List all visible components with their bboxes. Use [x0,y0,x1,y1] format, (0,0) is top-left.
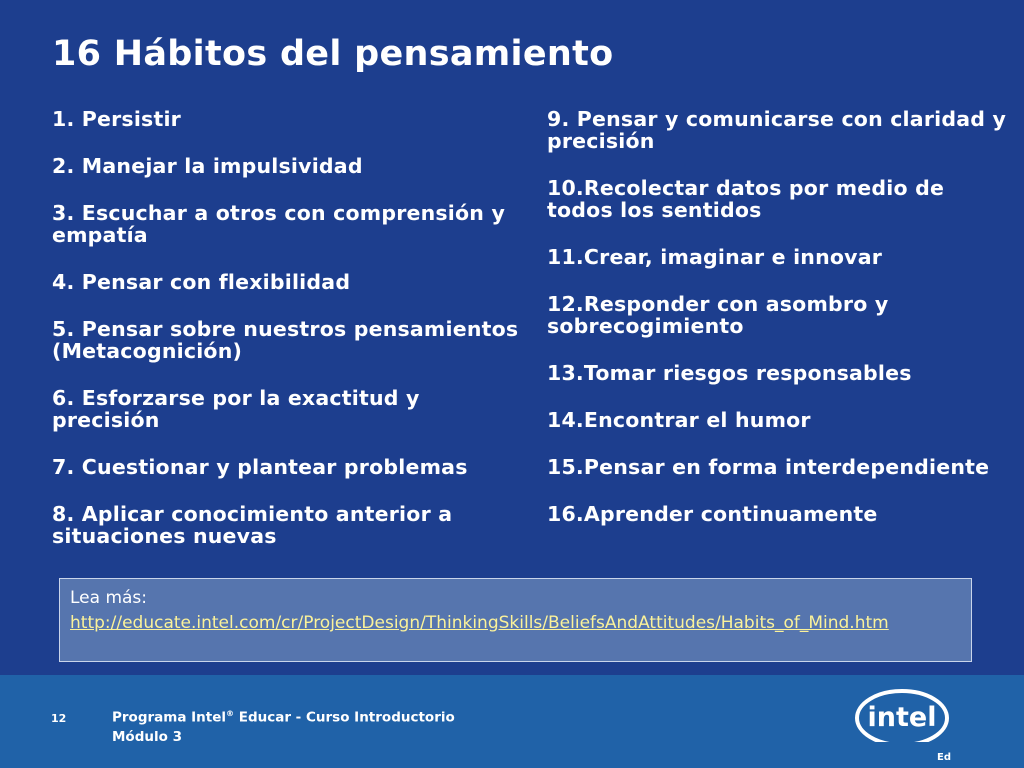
list-item: 11.Crear, imaginar e innovar [547,245,883,269]
list-item: 14.Encontrar el humor [547,408,811,432]
list-item: 13.Tomar riesgos responsables [547,361,912,385]
intel-logo [852,682,952,762]
registered-mark: ® [226,709,235,718]
habits-list-right [547,108,1007,550]
list-item: 8. Aplicar conocimiento anterior a situaciones nuevas [52,502,453,548]
list-item: 15.Pensar en forma interdependiente [547,455,990,479]
list-item: 1. Persistir [52,107,181,131]
list-item: 12.Responder con asombro y sobrecogimiento [547,292,889,338]
list-item: 9. Pensar y comunicarse con claridad y precisión [547,107,1007,153]
logo-subtext: Ed [937,752,951,762]
list-item: 2. Manejar la impulsividad [52,154,363,178]
module-label: Módulo 3 [112,728,182,745]
list-item: 5. Pensar sobre nuestros pensamientos (Metacognición) [52,317,519,363]
logo-text: intel [867,702,937,733]
list-item: 4. Pensar con flexibilidad [52,270,351,294]
habits-list-left [52,108,522,572]
read-more-box [59,578,972,662]
course-name: Educar - Curso Introductorio [234,709,455,726]
list-item: 7. Cuestionar y plantear problemas [52,455,468,479]
read-more-link[interactable]: http://educate.intel.com/cr/ProjectDesign/ThinkingSkills/BeliefsAndAttitudes/Habits_of_Mind.htm [70,613,889,633]
read-more-label: Lea más: [70,588,148,608]
list-item: 10.Recolectar datos por medio de todos los sentidos [547,176,945,222]
list-item: 16.Aprender continuamente [547,502,878,526]
program-name: Programa Intel [112,709,227,726]
page-number: 12 [51,712,67,725]
list-item: 3. Escuchar a otros con comprensión y empatía [52,201,506,247]
slide-title: 16 Hábitos del pensamiento [52,34,614,74]
list-item: 6. Esforzarse por la exactitud y precisión [52,386,420,432]
program-caption [112,704,455,747]
